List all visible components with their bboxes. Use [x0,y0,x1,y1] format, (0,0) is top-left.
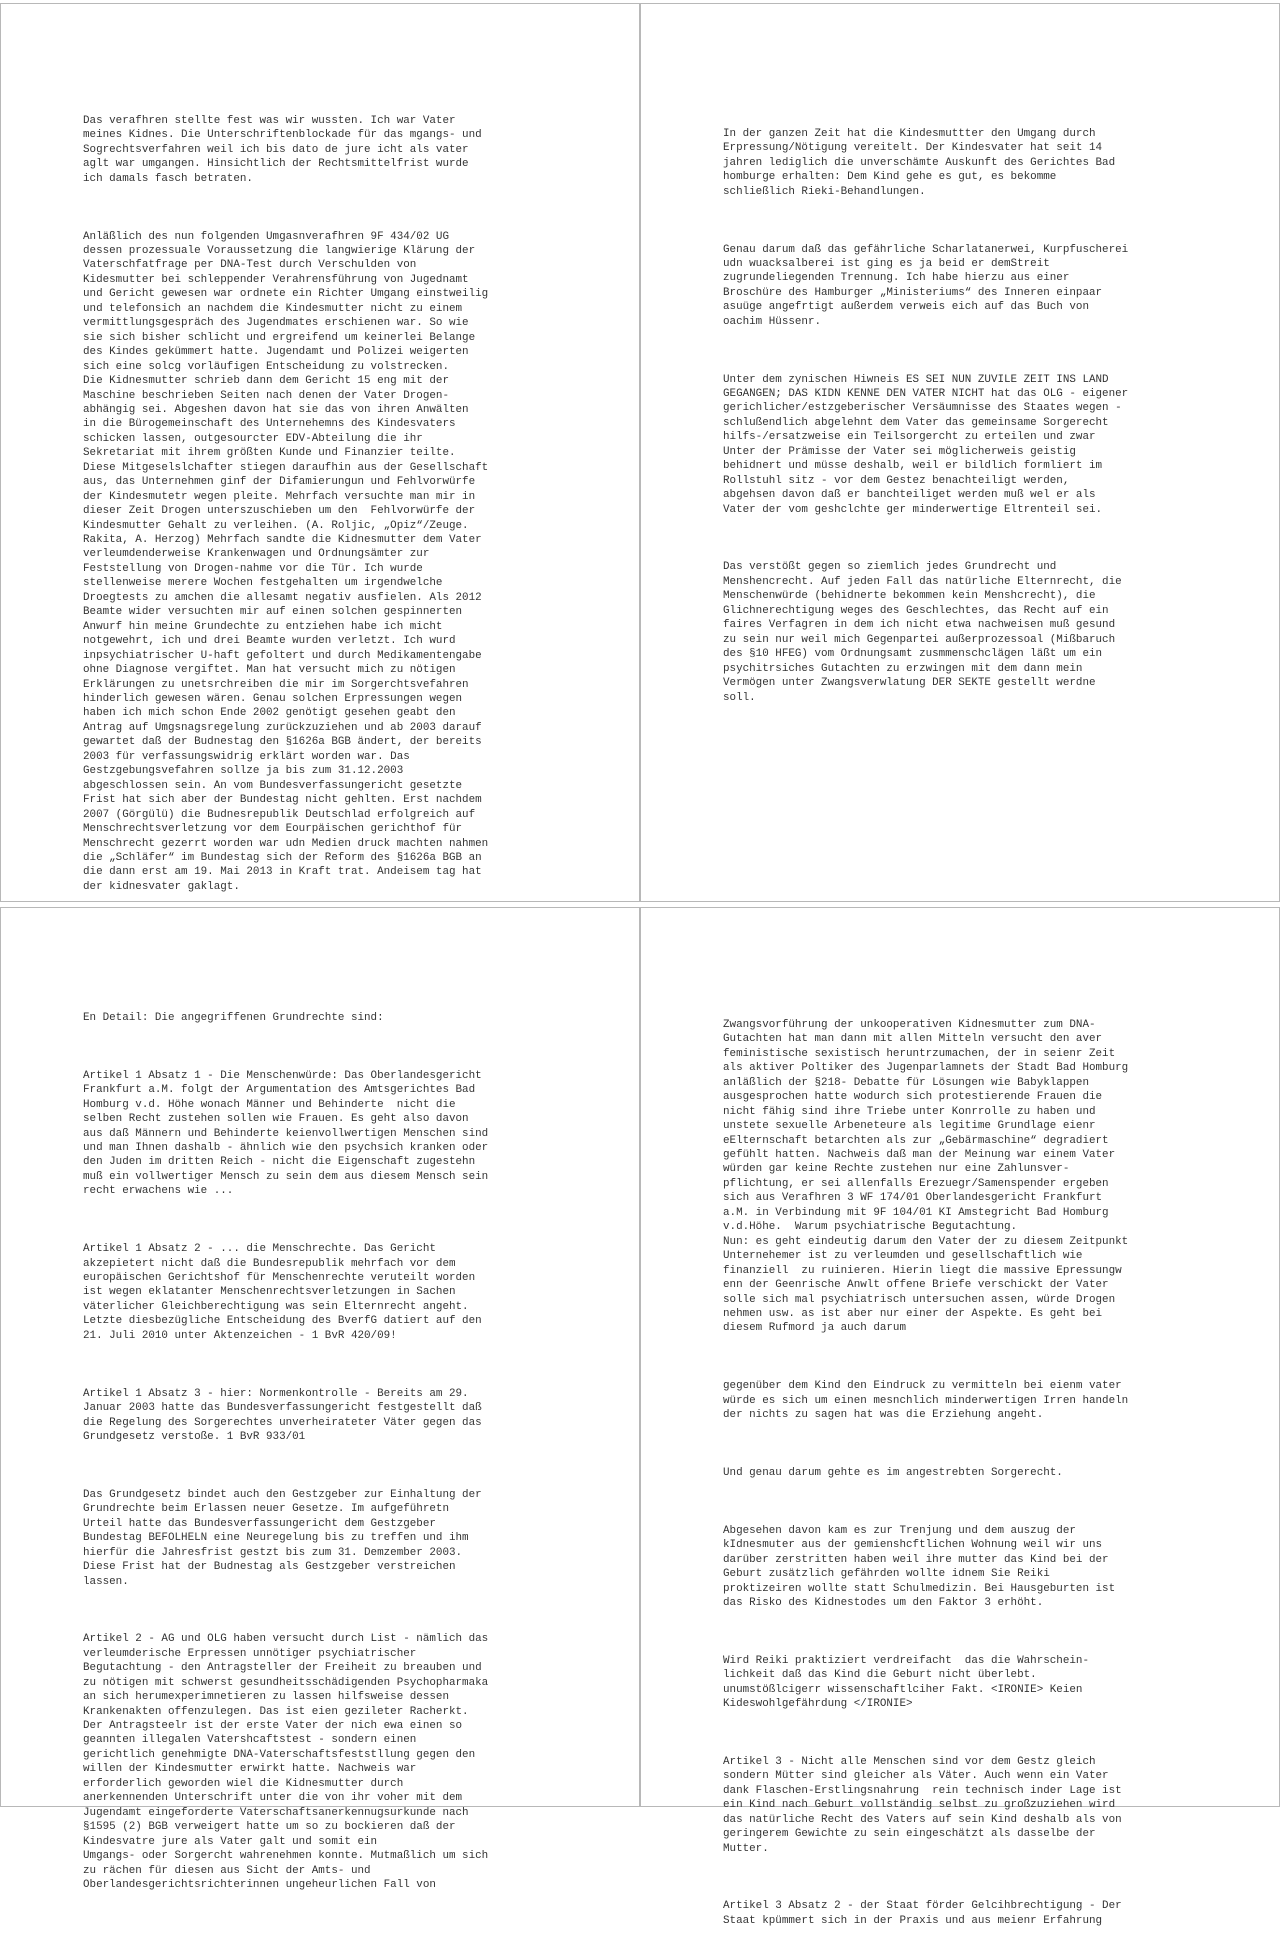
page-1 [0,3,640,902]
page-2 [640,3,1280,902]
paragraph: Artikel 3 Absatz 2 - der Staat förder Gelcihbrechtigung - Der Staat kpümmert sich in der Praxis und aus meienr Erfahrung [723,1900,1122,1927]
paragraph: Artikel 1 Absatz 2 - ... die Menschrechte. Das Gericht akzepietert nicht daß die Bundesrepublik mehrfach vor dem europäischen Gerichtshof für Menschenrechte veruteilt worden ist wegen eklatanter Menschenrechtsverletzungen in Sachen väterlicher Gleichberechtigung was sein Elternrecht angeht. Letzte diesbezügliche Entscheidung des BverfG datiert auf den 21. Juli 2010 unter Aktenzeichen - 1 BvR 420/09! [83,1243,482,1342]
paragraph: Artikel 2 - AG und OLG haben versucht durch List - nämlich das verleumderische Erpressen unnötiger psychiatrischer Begutachtung - den Antragsteller der Freiheit zu breauben und zu nötigen mit schwerst gesundheitsschädigenden Psychopharmaka an sich herumexperimnetieren zu lassen hilfsweise dessen Krankenakten offenzulegen. Das ist eien gezileter Racherkt. Der Antragsteelr ist der erste Vater der nich ewa einen so geannten illegalen Vatershcaftstest - sondern einen gerichtlich genehmigte DNA-Vaterschaftsfeststllung gegen den willen der Kindesmutter erwirkt hatte. Nachweis war erforderlich geworden wiel die Kidnesmutter durch anerkennenden Unterschrift unter die von ihr voher mit dem Jugendamt eingeforderte Vaterschaftsanerkennugsurkunde nach §1595 (2) BGB verweigert hatte um so zu bockieren daß der Kindesvatre jure als Vater galt und somit ein Umgangs- oder Sorgercht wahrenehmen konnte. Mutmaßlich um sich zu rächen für diesen aus Sicht der Amts- und Oberlandesgerichtsrichterinnen ungeheurlichen Fall von [83,1633,489,1892]
page-4 [640,907,1280,1927]
paragraph: Das Grundgesetz bindet auch den Gestzgeber zur Einhaltung der Grundrechte beim Erlassen neuer Gesetze. Im aufgeführetn Urteil hatte das Bundesverfassungericht dem Gestzgeber Bundestag BEFOLHELN eine Neuregelung bis zu treffen und ihm hierfür die Jahresfrist gestzt bis zum 31. Demzember 2003. Diese Frist hat der Budnestag als Gestzgeber verstreichen lassen. [83,1488,482,1588]
paragraph: Anläßlich des nun folgenden Umgasnverafhren 9F 434/02 UG dessen prozessuale Voraussetzung die langwierige Klärung der Vaterschfatfrage per DNA-Test durch Verschulden von Kidesmutter bei schleppender Verahrensführung von Jugednamt und Gericht gewesen war ordnete ein Richter Umgang einstweilig und telefonsich an nachdem die Kindesmutter nicht zu einem vermittlungsgespräch des Jugendmates erschienen war. So wie sie sich bisher schlicht und ergreifend um keinerlei Belange des Kindes gekümmert hatte. Jugendamt und Polizei weigerten sich eine solcg vorläufigen Entscheidung zu volstrecken. Die Kidnesmutter schrieb dann dem Gericht 15 eng mit der Maschine beschrieben Seiten nach denen der Vater Drogen- abhängig sei. Abgeshen davon hat sie das von ihren Anwälten in die Bürogemeinschaft des Unternehemns des Kindesvaters schicken lassen, outgesourcter EDV-Abteilung die ihr Sekretariat mit ihrem größten Kunde und Finanzier teilte. Diese Mitgeselslchafter stiegen daraufhin aus der Gesellschaft aus, das Unternehmen ginf der Difamierungun und Fehlvorwürfe der Kindesmutetr wegen pleite. Mehrfach versuchte man mir in dieser Zeit Drogen unterszuschieben um den Fehlvorwürfe der Kindesmutter Gehalt zu verleihen. (A. Roljic, „Opiz“/Zeuge. Rakita, A. Herzog) Mehrfach sandte die Kidnesmutter dem Vater verleumdenderweise Krankenwagen und Ordnungsämter zur Feststellung von Drogen-nahme vor die Tür. Ich wurde stellenweise merere Wochen festgehalten um irgendwelche Droegtests zu amchen die allesamt negativ ausfielen. Als 2012 Beamte wider versuchten mir auf einen solchen gespinnerten Anwurf hin meine Grundechte zu entziehen habe ich micht notgewehrt, ich und drei Beamte wurden verletzt. Ich wurd inpsychiatrischer U-haft gefoltert und durch Medikamentengabe ohne Diagnose vergiftet. Man hat versucht mich zu nötigen Erklärungen zu unetsrchreiben die mir im Sorgerchtsvefahren hinderlich gewesen wären. Genau solchen Erpressungen wegen haben ich mich schon Ende 2002 genötigt gesehen geabt den Antrag auf Umgsnagsregelung zurückzuziehen und ab 2003 darauf gewartet daß der Budnestag den §1626a BGB ändert, der bereits 2003 für verfassungswidrig erklärt worden war. Das Gestzgebungsvefahren sollze ja bis zum 31.12.2003 abgeschlossen sein. An vom Bundesverfassungericht gesetzte Frist hat sich aber der Bundestag nicht gehlten. Erst nachdem 2007 (Görgülü) die Budnesrepublik Deutschlad erfolgreich auf Menschrechtsverletzung vor dem Eourpäischen gerichthof für Menschrecht gezerrt worden war udn Medien druck machten nahmen die „Schläfer“ im Bundestag sich der Reform des §1626a BGB an die dann erst am 19. Mai 2013 in Kraft trat. Andeisem tag hat der kidnesvater gaklagt. [83,230,489,893]
page-1-text [83,85,603,923]
paragraph: Wird Reiki praktiziert verdreifacht das die Wahrschein- lichkeit daß das Kind die Geburt nicht überlebt. unumstößlcigerr wissenschaftlciher Fakt. <IRONIE> Keien Kideswohlgefährdung </IRONIE> [723,1654,1089,1711]
page-3 [0,907,640,1892]
paragraph: Artikel 1 Absatz 3 - hier: Normenkontrolle - Bereits am 29. Januar 2003 hatte das Bundesverfassungericht festgestellt daß die Regelung des Sorgerechtes unverheirateter Väter gegen das Grundgesetz verstoße. 1 BvR 933/01 [83,1387,482,1443]
page-2-text [723,98,1243,734]
paragraph: Genau darum daß das gefährliche Scharlatanerwei, Kurpfuscherei udn wuacksalberei ist ging es ja beid er demStreit zugrundeliegenden Trennung. Ich habe hierzu aus einer Broschüre des Hamburger „Ministeriums“ des Inneren einpaar asuüge angefrtigt außerdem verweis eich auf das Buch von oachim Hüssenr. [723,243,1129,328]
section-heading: En Detail: Die angegriffenen Grundrechte sind: [83,1011,384,1024]
paragraph: Das verafhren stellte fest was wir wussten. Ich war Vater meines Kidnes. Die Unterschriftenblockade für das mgangs- und Sogrechtsverfahren weil ich bis dato de jure icht als vater aglt war umgangen. Hinsichtlich der Rechtsmittelfrist wurde ich damals fasch betraten. [83,114,482,185]
paragraph: Artikel 1 Absatz 1 - Die Menschenwürde: Das Oberlandesgericht Frankfurt a.M. folgt der Argumentation des Amtsgerichtes Bad Homburg v.d. Höhe wonach Männer und Behinderte nicht die selben Recht zustehen sollen wie Frauen. Es geht also davon aus daß Männern und Behinderte keienvollwertigen Menschen sind und man Ihnen dashalb - ähnlich wie den psychsich kranken oder den Juden im dritten Reich - nicht die Eigenschaft zugestehn muß ein vollwertiger Mensch zu sein dem aus diesem Mensch sein recht erwachens wie ... [83,1069,489,1198]
page-3-text [83,982,603,1921]
paragraph: Unter dem zynischen Hiwneis ES SEI NUN ZUVILE ZEIT INS LAND GEGANGEN; DAS KIDN KENNE DEN VATER NICHT hat das OLG - eigener gerichlicher/estzgeberischer Versäumnisse des Staates wegen - schlußendlich abgelehnt dem Vater das gemeinsame Sorgerecht hilfs-/ersatzweise ein Teilsorgercht zu erteilen und zwar Unter der Prämisse der Vater sei möglicherweis geistig behidnert und müsse deshalb, weil er bildlich formliert im Rollstuhl sitz - vor dem Gestez benachteiligt werden, abgehsen davon daß er banchteiliget werden muß wel er als Vater der vom geshclchte ger minderwertige Eltrenteil sei. [723,373,1129,516]
paragraph: Und genau darum gehte es im angestrebten Sorgerecht. [723,1466,1063,1479]
paragraph: gegenüber dem Kind den Eindruck zu vermitteln bei eienm vater würde es sich um einen mesnchlich minderwertigen Irren handeln der nichts zu sagen hat was die Erziehung angeht. [723,1380,1129,1422]
paragraph: Zwangsvorführung der unkooperativen Kidnesmutter zum DNA- Gutachten hat man dann mit allen Mitteln versucht den aver feministische sexistisch heruntrzumachen, der in seienr Zeit als aktiver Poltiker des Jugenparlamnets der Stadt Bad Homburg anläßlich der §218- Debatte für Lösungen wie Babyklappen ausgesprochen hatte wodurch sich protestierende Frauen die nicht fähig sind ihre Triebe unter Konrrolle zu haben und unstete sexuelle Arbeneteure als legitime Grundlage eienr eElternschaft betarchten als zur „Gebärmaschine“ degradiert gefühlt hatten. Nachweis daß man der Meinung war einem Vater würden gar keine Rechte zustehen nur eine Zahlunsver- pflichtung, er sei allenfalls Erezuegr/Samenspender ergeben sich aus Verafhren 3 WF 174/01 Oberlandesgericht Frankfurt a.M. in Verbindung mit 9F 104/01 KI Amstegricht Bad Homburg v.d.Höhe. Warum psychiatrische Begutachtung. Nun: es geht eindeutig darum den Vater der zu diesem Zeitpunkt Unternehemer ist zu verleumden und gesellschaftlich wie finanziell zu ruinieren. Hierin liegt die massive Epressungw enn der Geenrische Anwlt offene Briefe verschickt der Vater solle sich mal psychiatrisch untersuchen assen, würde Drogen nehmen usw. as ist aber nur einer der Aspekte. Es geht bei diesem Rufmord ja auch darum [723,1018,1129,1335]
paragraph: Das verstößt gegen so ziemlich jedes Grundrecht und Menshencrecht. Auf jeden Fall das natürliche Elternrecht, die Menschenwürde (behidnerte bekommen kein Menshcrecht), die Glichnerechtigung weges des Geschlechtes, das Recht auf ein faires Verfagren in dem ich nicht etwa nachweisen muß gesund zu sein nur weil mich Gegenpartei außerprozessoal (Mißbaruch des §10 HFEG) vom Ordnungsamt zusmmenschclägen läßt um ein psychitrsiches Gutachten zu erzwingen mit dem dann mein Vermögen unter Zwangsverwlatung DER SEKTE gestellt werdne soll. [723,561,1122,704]
paragraph: In der ganzen Zeit hat die Kindesmuttter den Umgang durch Erpressung/Nötigung vereitelt. Der Kindesvater hat seit 14 jahren lediglich die unverschämte Auskunft des Gerichtes Bad homburge erhalten: Dem Kind gehe es gut, es bekomme schließlich Rieki-Behandlungen. [723,127,1116,198]
page-4-text [723,989,1243,1957]
paragraph: Artikel 3 - Nicht alle Menschen sind vor dem Gestz gleich sondern Mütter sind gleicher als Väter. Auch wenn ein Vater dank Flaschen-Erstlingsnahrung rein technisch inder Lage ist ein Kind nach Geburt vollständig selbst zu großzuziehen wird das natürliche Recht des Vaters auf sein Kind deshalb als von geringerem Gewichte zu sein eingeschätzt als dasselbe der Mutter. [723,1755,1122,1855]
paragraph: Abgesehen davon kam es zur Trenjung und dem auszug der kIdnesmuter aus der gemienshcftlichen Wohnung weil wir uns darüber zerstritten haben weil ihre mutter das Kind bei der Geburt zusätzlich gefährden wollte idnem Sie Reiki proktizeiren wollte statt Schulmedizin. Bei Hausgeburten ist das Risko des Kidnestodes um den Faktor 3 erhöht. [723,1524,1116,1609]
